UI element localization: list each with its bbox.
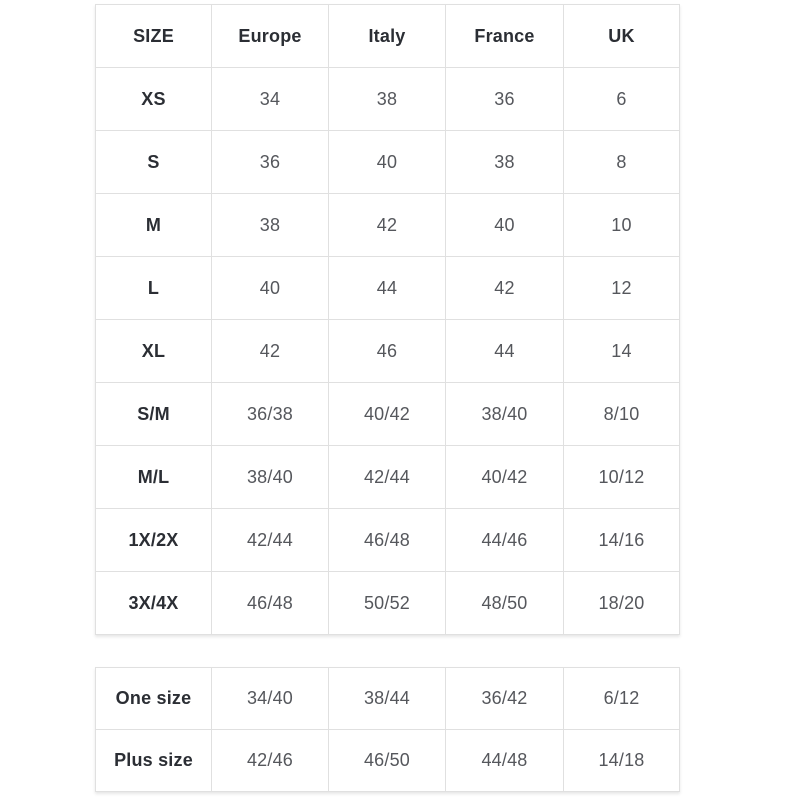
value-cell: 6 xyxy=(564,68,680,131)
value-cell: 50/52 xyxy=(329,572,446,635)
value-cell: 40 xyxy=(329,131,446,194)
size-label-cell: Plus size xyxy=(96,730,212,792)
value-cell: 42/46 xyxy=(212,730,329,792)
value-cell: 38/44 xyxy=(329,668,446,730)
value-cell: 44 xyxy=(446,320,564,383)
table-row xyxy=(96,257,680,320)
value-cell: 18/20 xyxy=(564,572,680,635)
value-cell: 42 xyxy=(446,257,564,320)
value-cell: 44 xyxy=(329,257,446,320)
value-cell: 10 xyxy=(564,194,680,257)
value-cell: 34 xyxy=(212,68,329,131)
column-header-cell: Europe xyxy=(212,5,329,68)
column-header-cell: France xyxy=(446,5,564,68)
value-cell: 10/12 xyxy=(564,446,680,509)
size-label-cell: One size xyxy=(96,668,212,730)
size-label-cell: XS xyxy=(96,68,212,131)
value-cell: 38/40 xyxy=(446,383,564,446)
value-cell: 40/42 xyxy=(446,446,564,509)
value-cell: 14 xyxy=(564,320,680,383)
size-label-cell: S/M xyxy=(96,383,212,446)
size-label-cell: M/L xyxy=(96,446,212,509)
special-sizes-table xyxy=(95,667,680,792)
value-cell: 8/10 xyxy=(564,383,680,446)
table-row xyxy=(96,320,680,383)
column-header-cell: UK xyxy=(564,5,680,68)
column-header-cell: Italy xyxy=(329,5,446,68)
value-cell: 14/18 xyxy=(564,730,680,792)
size-label-cell: 3X/4X xyxy=(96,572,212,635)
tables-container xyxy=(95,4,679,792)
header-row xyxy=(96,5,680,68)
value-cell: 42 xyxy=(212,320,329,383)
size-label-cell: 1X/2X xyxy=(96,509,212,572)
value-cell: 34/40 xyxy=(212,668,329,730)
value-cell: 36/42 xyxy=(446,668,564,730)
table-row xyxy=(96,383,680,446)
table-row xyxy=(96,131,680,194)
value-cell: 38 xyxy=(329,68,446,131)
value-cell: 48/50 xyxy=(446,572,564,635)
value-cell: 12 xyxy=(564,257,680,320)
value-cell: 42/44 xyxy=(329,446,446,509)
value-cell: 38 xyxy=(212,194,329,257)
value-cell: 6/12 xyxy=(564,668,680,730)
size-conversion-table xyxy=(95,4,680,635)
table-row xyxy=(96,668,680,730)
size-label-cell: M xyxy=(96,194,212,257)
size-label-cell: XL xyxy=(96,320,212,383)
value-cell: 36 xyxy=(446,68,564,131)
value-cell: 14/16 xyxy=(564,509,680,572)
size-label-cell: S xyxy=(96,131,212,194)
value-cell: 38 xyxy=(446,131,564,194)
value-cell: 44/48 xyxy=(446,730,564,792)
value-cell: 8 xyxy=(564,131,680,194)
value-cell: 40/42 xyxy=(329,383,446,446)
table-row xyxy=(96,509,680,572)
value-cell: 44/46 xyxy=(446,509,564,572)
value-cell: 40 xyxy=(212,257,329,320)
value-cell: 46/48 xyxy=(329,509,446,572)
value-cell: 42/44 xyxy=(212,509,329,572)
table-row xyxy=(96,194,680,257)
value-cell: 40 xyxy=(446,194,564,257)
table-row xyxy=(96,68,680,131)
table-row xyxy=(96,730,680,792)
value-cell: 36/38 xyxy=(212,383,329,446)
value-cell: 42 xyxy=(329,194,446,257)
value-cell: 36 xyxy=(212,131,329,194)
size-label-cell: L xyxy=(96,257,212,320)
value-cell: 46 xyxy=(329,320,446,383)
value-cell: 38/40 xyxy=(212,446,329,509)
table-row xyxy=(96,572,680,635)
table-row xyxy=(96,446,680,509)
column-header-cell: SIZE xyxy=(96,5,212,68)
value-cell: 46/48 xyxy=(212,572,329,635)
value-cell: 46/50 xyxy=(329,730,446,792)
